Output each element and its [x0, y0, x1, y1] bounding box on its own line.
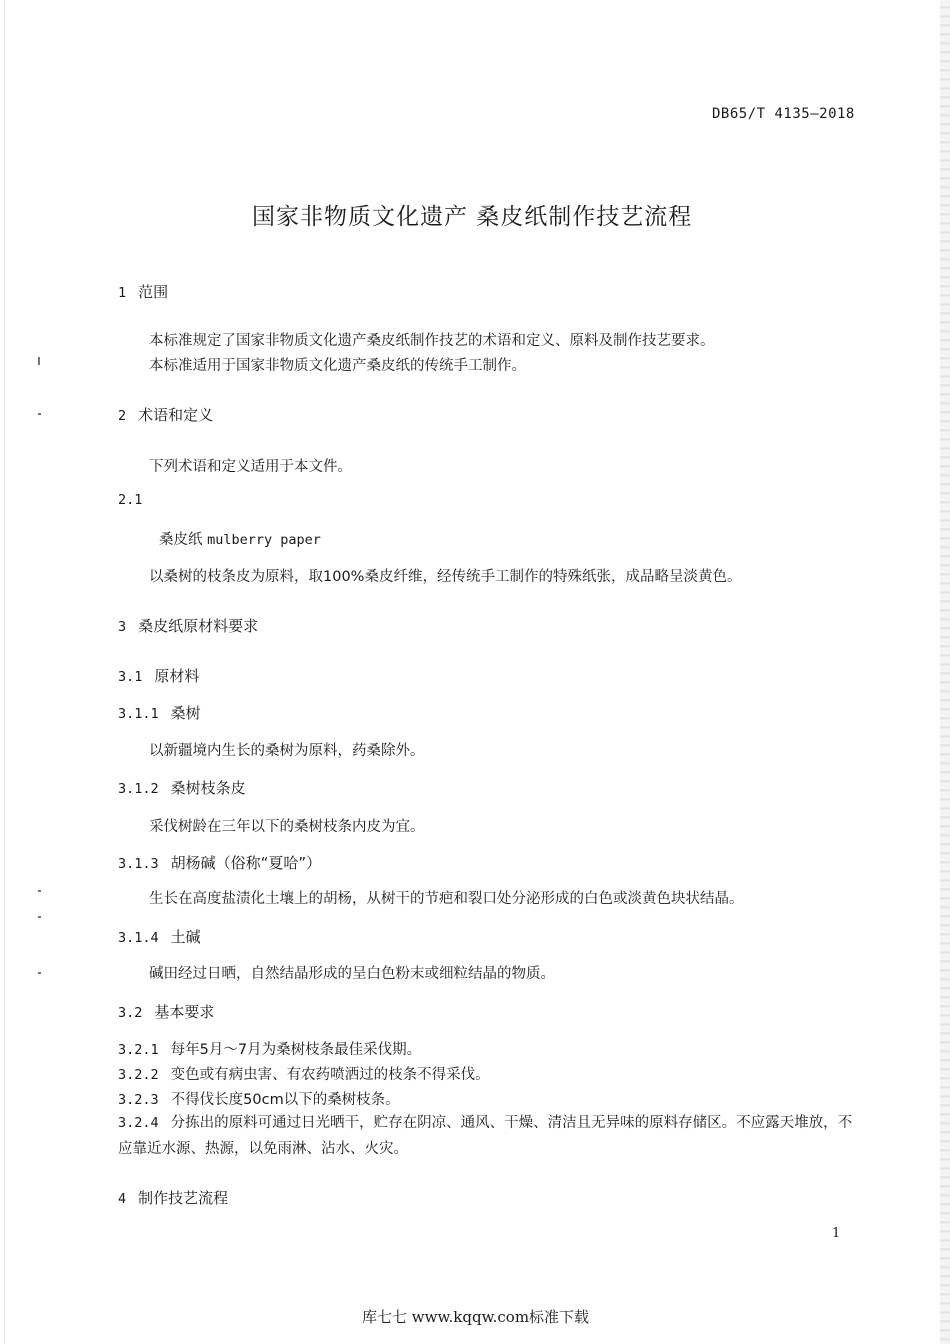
term-mulberry-paper	[159, 528, 321, 549]
section-number: 1	[118, 285, 127, 301]
clause-3-1-3-heading: 3.1.3 胡杨碱（俗称“夏哈”）	[118, 854, 322, 872]
scan-edge-right	[940, 0, 950, 1344]
clause-3-1-2-text: 采伐树龄在三年以下的桑树枝条内皮为宜。	[149, 819, 425, 835]
scan-speck	[38, 916, 41, 918]
clause-3-1-3-text: 生长在高度盐渍化土壤上的胡杨，从树干的节疤和裂口处分泌形成的白色或淡黄色块状结晶。	[149, 891, 744, 907]
section-title: 术语和定义	[138, 406, 214, 424]
section-1-paragraph-2: 本标准适用于国家非物质文化遗产桑皮纸的传统手工制作。	[149, 358, 526, 374]
section-number: 3	[118, 619, 127, 635]
scan-speck	[38, 890, 41, 892]
section-4-heading	[118, 1187, 228, 1208]
clause-3-1-heading: 3.1 原材料	[118, 667, 200, 685]
term-definition: 以桑树的枝条皮为原料，取100%桑皮纤维，经传统手工制作的特殊纸张，成品略呈淡黄色。	[149, 569, 742, 585]
scan-edge-left	[0, 0, 5, 1344]
term-chinese: 桑皮纸	[159, 532, 203, 548]
section-1-paragraph-1: 本标准规定了国家非物质文化遗产桑皮纸制作技艺的术语和定义、原料及制作技艺要求。	[149, 333, 715, 349]
section-title: 桑皮纸原材料要求	[138, 617, 259, 635]
section-3-heading	[118, 615, 258, 636]
section-2-paragraph: 下列术语和定义适用于本文件。	[149, 459, 352, 475]
list-item: 3.2.1 每年5月～7月为桑树枝条最佳采伐期。	[118, 1042, 422, 1058]
list-item: 3.2.4 分拣出的原料可通过日光晒干，贮存在阴凉、通风、干燥、清洁且无异味的原料存储区。不应露天堆放，不应靠近水源、热源，以免雨淋、沾水、火灾。	[118, 1115, 853, 1157]
section-2-heading	[118, 404, 213, 425]
clause-3-1-4-text: 碱田经过日晒，自然结晶形成的呈白色粉末或细粒结晶的物质。	[149, 966, 555, 982]
clause-3-1-4-heading: 3.1.4 土碱	[118, 928, 201, 946]
page-title: 国家非物质文化遗产 桑皮纸制作技艺流程	[252, 204, 693, 230]
clause-3-1-1-heading: 3.1.1 桑树	[118, 704, 201, 722]
clause-3-1-2-heading: 3.1.2 桑树枝条皮	[118, 779, 246, 797]
section-title: 范围	[138, 283, 169, 301]
footer-watermark-text: 库七七 www.kqqw.com标准下载	[362, 1308, 590, 1326]
section-number: 4	[118, 1191, 127, 1207]
clause-3-1-1-text: 以新疆境内生长的桑树为原料，药桑除外。	[149, 743, 425, 759]
scan-speck	[38, 413, 41, 415]
list-item: 3.2.2 变色或有病虫害、有农药喷洒过的枝条不得采伐。	[118, 1067, 490, 1083]
document-number: DB65/T 4135—2018	[712, 106, 855, 122]
clause-3-2-heading: 3.2 基本要求	[118, 1003, 215, 1021]
section-title: 制作技艺流程	[138, 1189, 229, 1207]
scan-speck	[38, 357, 40, 365]
term-english: mulberry paper	[207, 532, 321, 548]
list-item: 3.2.3 不得伐长度50cm以下的桑树枝条。	[118, 1092, 400, 1108]
section-1-heading	[118, 281, 168, 302]
page-number: 1	[832, 1226, 841, 1241]
clause-2-1-number: 2.1	[118, 492, 143, 508]
section-number: 2	[118, 408, 127, 424]
scan-speck	[38, 972, 41, 974]
